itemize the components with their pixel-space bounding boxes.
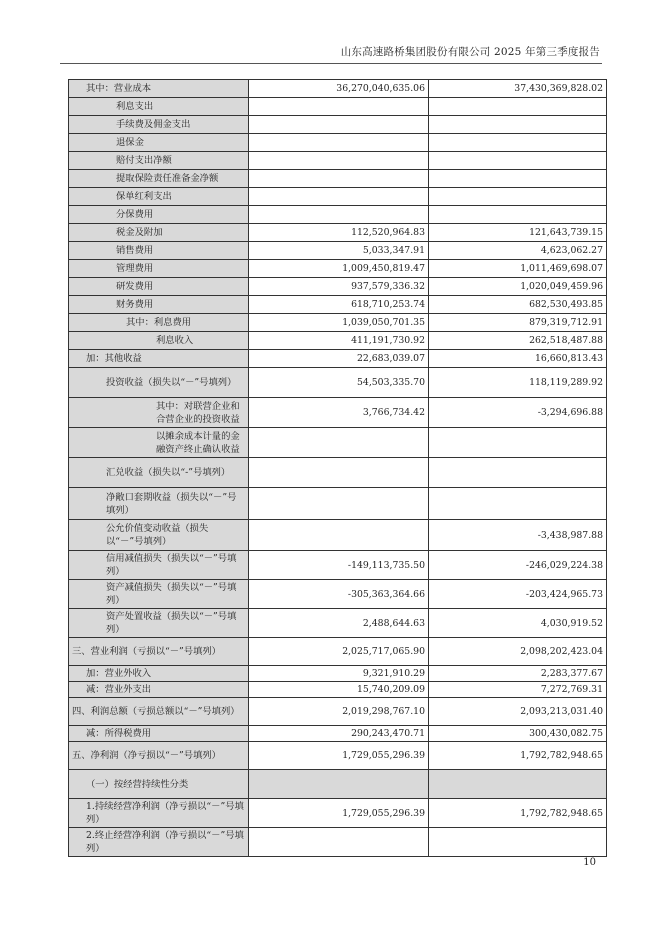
- table-row: [69, 551, 607, 580]
- row-label: 其中：利息费用: [69, 314, 249, 332]
- row-label: 加：营业外收入: [69, 666, 249, 682]
- current-period-value: [249, 520, 429, 551]
- prior-period-value: [429, 458, 607, 488]
- prior-period-value: [429, 170, 607, 188]
- current-period-value: [249, 458, 429, 488]
- prior-period-value: 1,020,049,459.96: [429, 278, 607, 296]
- row-label: 销售费用: [69, 242, 249, 260]
- table-row: [69, 116, 607, 134]
- current-period-value: 1,729,055,296.39: [249, 799, 429, 828]
- current-period-value: 937,579,336.32: [249, 278, 429, 296]
- prior-period-value: -246,029,224.38: [429, 551, 607, 580]
- prior-period-value: [429, 828, 607, 857]
- prior-period-value: 1,011,469,698.07: [429, 260, 607, 278]
- table-row: [69, 428, 607, 458]
- table-row: [69, 682, 607, 698]
- table-row: [69, 666, 607, 682]
- table-row: [69, 206, 607, 224]
- current-period-value: 22,683,039.07: [249, 350, 429, 368]
- row-label: 提取保险责任准备金净额: [69, 170, 249, 188]
- table-row: [69, 828, 607, 857]
- current-period-value: [249, 188, 429, 206]
- prior-period-value: [429, 152, 607, 170]
- row-label: 三、营业利润（亏损以“－”号填列）: [69, 638, 249, 666]
- table-body: [69, 80, 607, 857]
- prior-period-value: [429, 428, 607, 458]
- table-row: [69, 80, 607, 98]
- page-number: 10: [583, 857, 596, 868]
- row-label: 财务费用: [69, 296, 249, 314]
- row-label: 四、利润总额（亏损总额以“－”号填列）: [69, 698, 249, 726]
- prior-period-value: -203,424,965.73: [429, 580, 607, 609]
- prior-period-value: 16,660,813.43: [429, 350, 607, 368]
- table-row: [69, 368, 607, 398]
- table-row: [69, 332, 607, 350]
- prior-period-value: 682,530,493.85: [429, 296, 607, 314]
- current-period-value: 15,740,209.09: [249, 682, 429, 698]
- prior-period-value: 37,430,369,828.02: [429, 80, 607, 98]
- row-label: 其中：对联营企业和合营企业的投资收益: [69, 398, 249, 428]
- prior-period-value: 2,098,202,423.04: [429, 638, 607, 666]
- current-period-value: 618,710,253.74: [249, 296, 429, 314]
- income-statement-table: [68, 79, 607, 857]
- current-period-value: [249, 170, 429, 188]
- prior-period-value: [429, 98, 607, 116]
- current-period-value: 2,019,298,767.10: [249, 698, 429, 726]
- prior-period-value: 2,093,213,031.40: [429, 698, 607, 726]
- table-row: [69, 580, 607, 609]
- prior-period-value: [429, 770, 607, 799]
- prior-period-value: [429, 188, 607, 206]
- row-label: 其中：营业成本: [69, 80, 249, 98]
- table-row: [69, 98, 607, 116]
- current-period-value: 2,025,717,065.90: [249, 638, 429, 666]
- prior-period-value: -3,294,696.88: [429, 398, 607, 428]
- row-label: 减：所得税费用: [69, 726, 249, 742]
- row-label: 以摊余成本计量的金融资产终止确认收益: [69, 428, 249, 458]
- row-label: 1.持续经营净利润（净亏损以“－”号填列）: [69, 799, 249, 828]
- current-period-value: 2,488,644.63: [249, 609, 429, 638]
- table-row: [69, 638, 607, 666]
- current-period-value: [249, 428, 429, 458]
- prior-period-value: 879,319,712.91: [429, 314, 607, 332]
- header-divider: [60, 63, 602, 64]
- prior-period-value: 300,430,082.75: [429, 726, 607, 742]
- row-label: 资产处置收益（损失以“－”号填列）: [69, 609, 249, 638]
- table-row: [69, 742, 607, 770]
- current-period-value: 1,009,450,819.47: [249, 260, 429, 278]
- table-row: [69, 170, 607, 188]
- table-row: [69, 152, 607, 170]
- table-row: [69, 799, 607, 828]
- prior-period-value: 262,518,487.88: [429, 332, 607, 350]
- row-label: 五、净利润（净亏损以“－”号填列）: [69, 742, 249, 770]
- table-row: [69, 458, 607, 488]
- table-row: [69, 188, 607, 206]
- table-row: [69, 726, 607, 742]
- current-period-value: 9,321,910.29: [249, 666, 429, 682]
- row-label: 保单红利支出: [69, 188, 249, 206]
- table-row: [69, 242, 607, 260]
- table-row: [69, 398, 607, 428]
- prior-period-value: 118,119,289.92: [429, 368, 607, 398]
- row-label: 资产减值损失（损失以“－”号填列）: [69, 580, 249, 609]
- row-label: （一）按经营持续性分类: [69, 770, 249, 799]
- row-label: 投资收益（损失以“－”号填列）: [69, 368, 249, 398]
- row-label: 手续费及佣金支出: [69, 116, 249, 134]
- row-label: 2.终止经营净利润（净亏损以“－”号填列）: [69, 828, 249, 857]
- current-period-value: -305,363,364.66: [249, 580, 429, 609]
- current-period-value: [249, 488, 429, 520]
- current-period-value: 112,520,964.83: [249, 224, 429, 242]
- prior-period-value: 1,792,782,948.65: [429, 799, 607, 828]
- row-label: 减：营业外支出: [69, 682, 249, 698]
- prior-period-value: [429, 206, 607, 224]
- current-period-value: 1,039,050,701.35: [249, 314, 429, 332]
- prior-period-value: 121,643,739.15: [429, 224, 607, 242]
- row-label: 管理费用: [69, 260, 249, 278]
- row-label: 税金及附加: [69, 224, 249, 242]
- report-header: 山东高速路桥集团股份有限公司 2025 年第三季度报告: [340, 46, 600, 58]
- row-label: 信用减值损失（损失以“－”号填列）: [69, 551, 249, 580]
- row-label: 研发费用: [69, 278, 249, 296]
- current-period-value: 1,729,055,296.39: [249, 742, 429, 770]
- current-period-value: 36,270,040,635.06: [249, 80, 429, 98]
- current-period-value: [249, 116, 429, 134]
- table-row: [69, 488, 607, 520]
- row-label: 赔付支出净额: [69, 152, 249, 170]
- table-row: [69, 278, 607, 296]
- current-period-value: 3,766,734.42: [249, 398, 429, 428]
- prior-period-value: -3,438,987.88: [429, 520, 607, 551]
- row-label: 退保金: [69, 134, 249, 152]
- prior-period-value: 4,623,062.27: [429, 242, 607, 260]
- current-period-value: [249, 152, 429, 170]
- current-period-value: 5,033,347.91: [249, 242, 429, 260]
- row-label: 利息收入: [69, 332, 249, 350]
- table-row: [69, 698, 607, 726]
- table-row: [69, 134, 607, 152]
- current-period-value: 290,243,470.71: [249, 726, 429, 742]
- current-period-value: [249, 134, 429, 152]
- table-row: [69, 224, 607, 242]
- current-period-value: 411,191,730.92: [249, 332, 429, 350]
- row-label: 汇兑收益（损失以“-”号填列）: [69, 458, 249, 488]
- current-period-value: [249, 828, 429, 857]
- table-row: [69, 260, 607, 278]
- row-label: 分保费用: [69, 206, 249, 224]
- prior-period-value: [429, 488, 607, 520]
- prior-period-value: 7,272,769.31: [429, 682, 607, 698]
- table-row: [69, 770, 607, 799]
- table-row: [69, 296, 607, 314]
- prior-period-value: [429, 134, 607, 152]
- current-period-value: [249, 770, 429, 799]
- current-period-value: 54,503,335.70: [249, 368, 429, 398]
- prior-period-value: 2,283,377.67: [429, 666, 607, 682]
- prior-period-value: 4,030,919.52: [429, 609, 607, 638]
- current-period-value: [249, 206, 429, 224]
- prior-period-value: [429, 116, 607, 134]
- current-period-value: [249, 98, 429, 116]
- row-label: 加：其他收益: [69, 350, 249, 368]
- table-row: [69, 350, 607, 368]
- table-row: [69, 520, 607, 551]
- prior-period-value: 1,792,782,948.65: [429, 742, 607, 770]
- table-row: [69, 609, 607, 638]
- current-period-value: -149,113,735.50: [249, 551, 429, 580]
- row-label: 利息支出: [69, 98, 249, 116]
- table-row: [69, 314, 607, 332]
- row-label: 公允价值变动收益（损失以“－”号填列）: [69, 520, 249, 551]
- row-label: 净敞口套期收益（损失以“－”号填列）: [69, 488, 249, 520]
